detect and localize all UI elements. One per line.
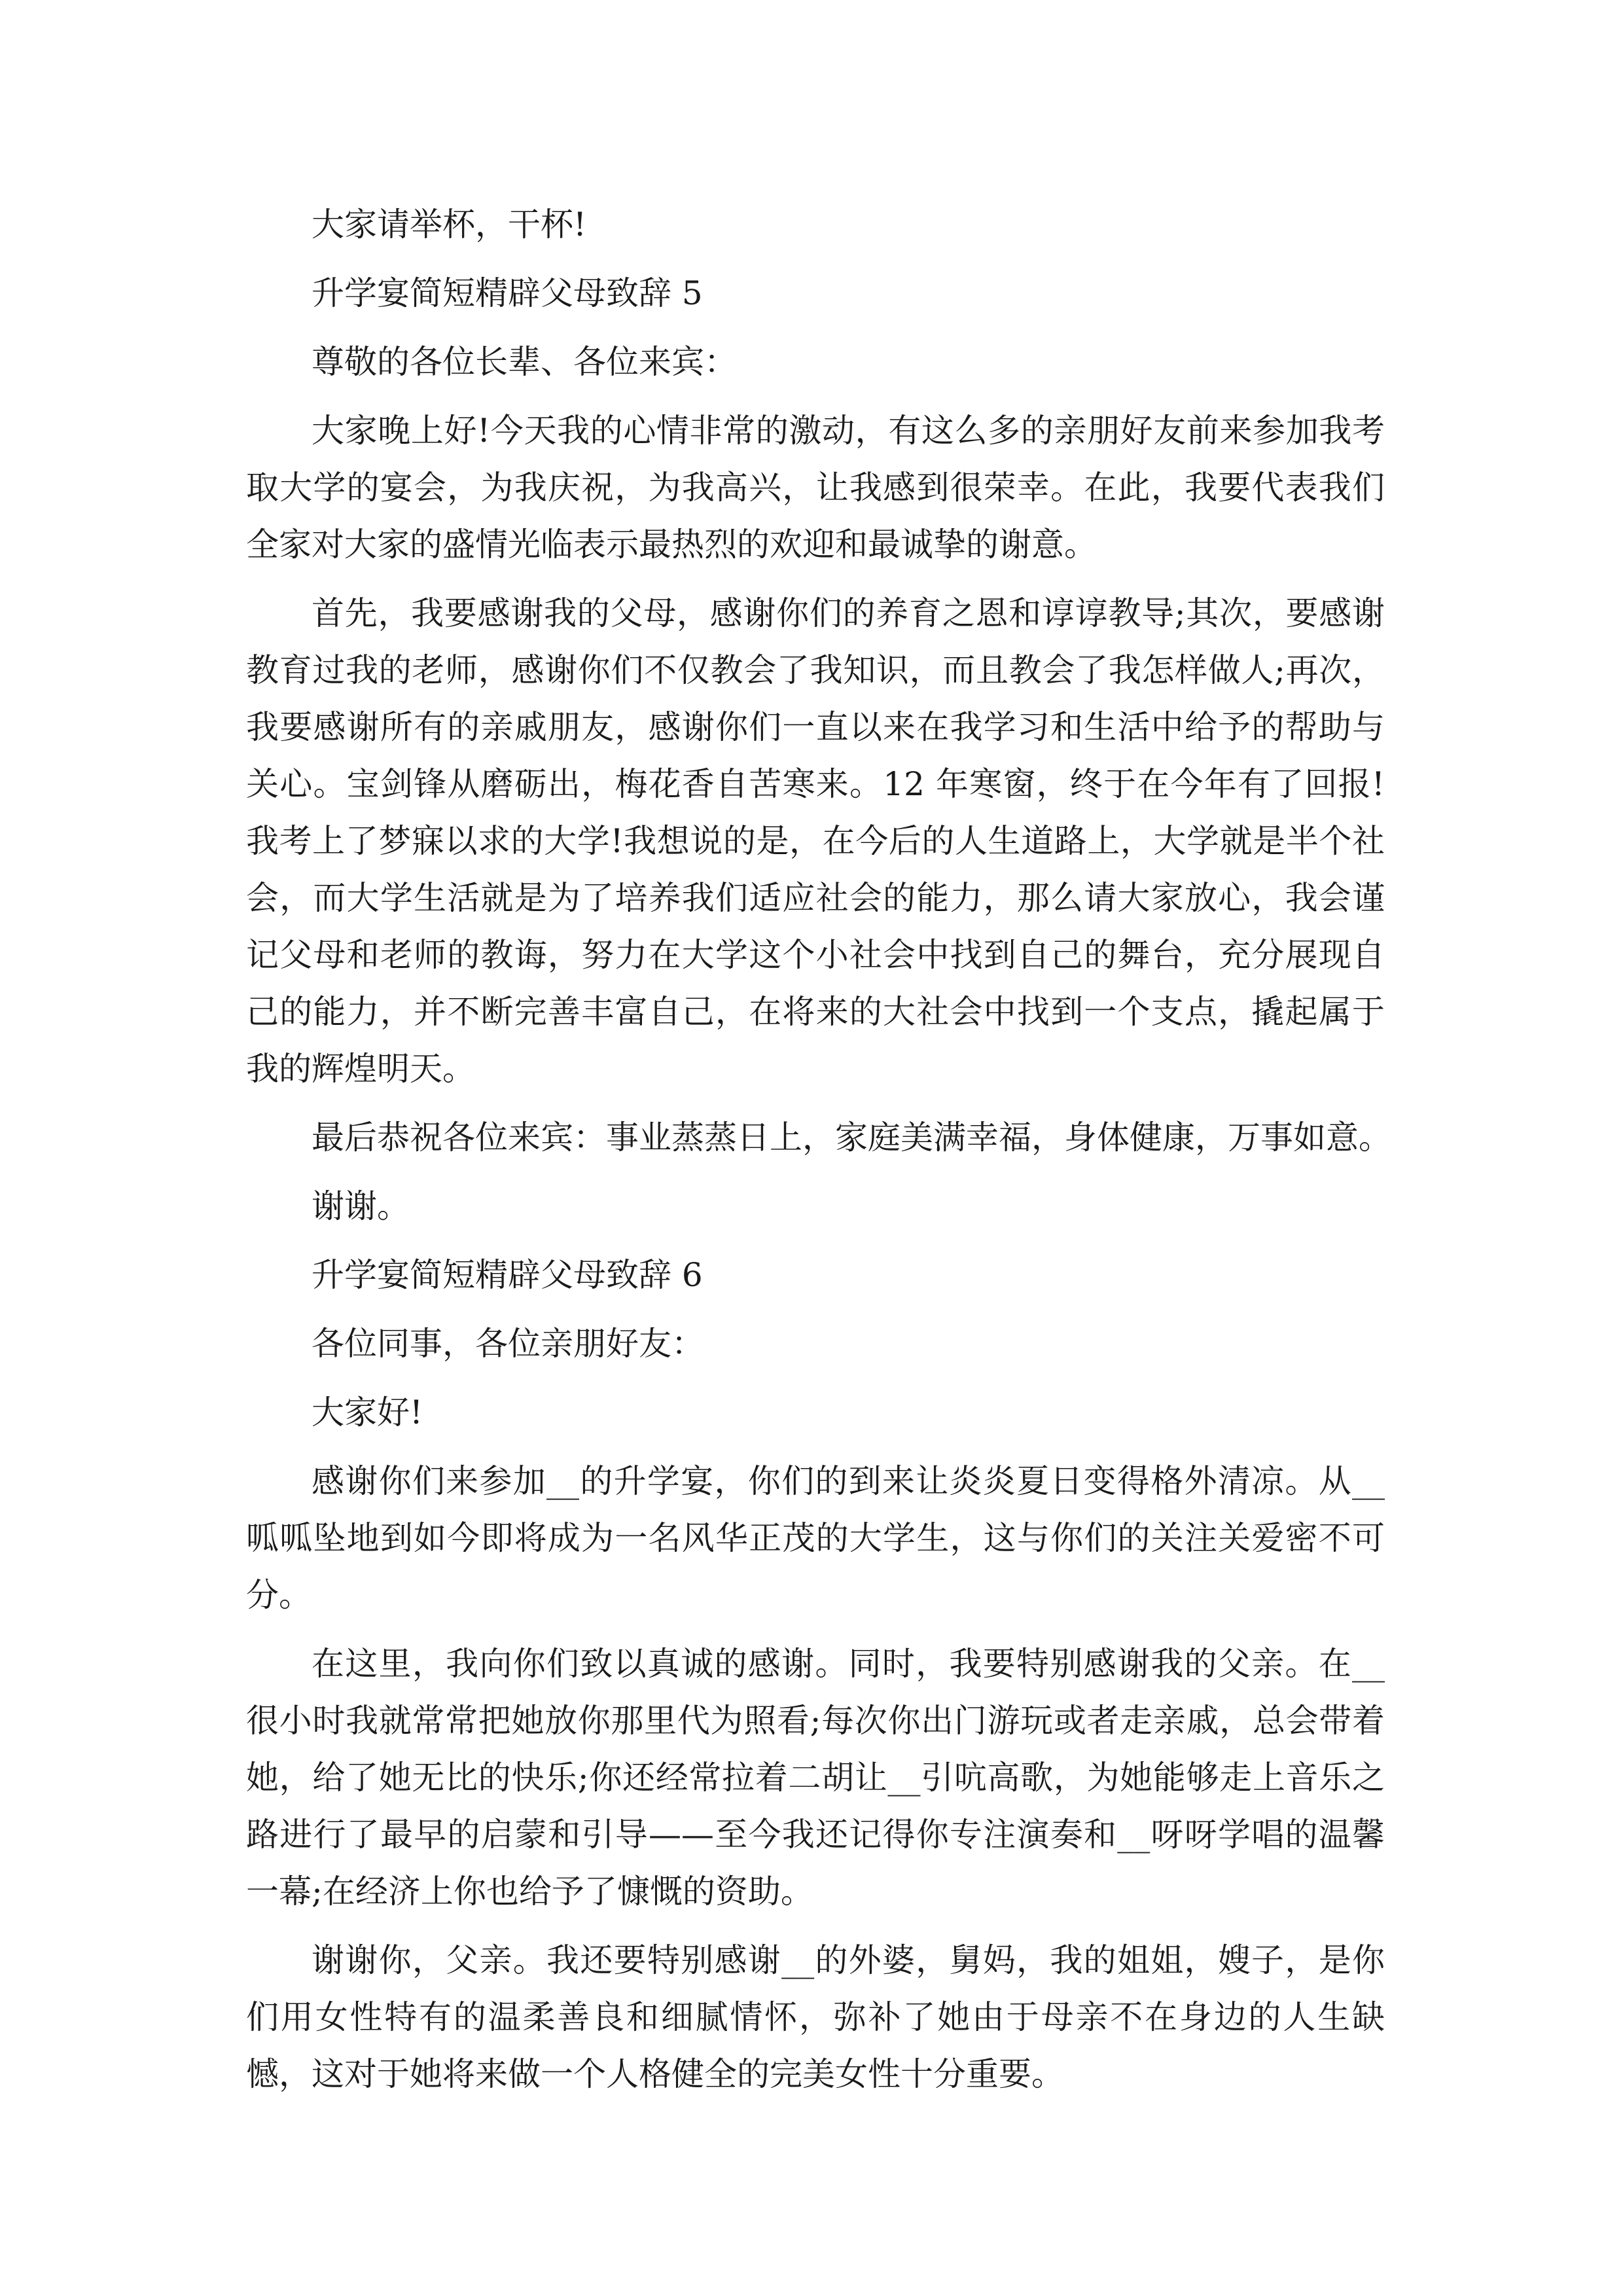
paragraph-greeting-colleagues: 各位同事，各位亲朋好友： [312,1325,704,1363]
paragraph-wishes: 最后恭祝各位来宾：事业蒸蒸日上，家庭美满幸福，身体健康，万事如意。 [312,1119,1391,1157]
paragraph-opening: 大家晚上好!今天我的心情非常的激动，有这么多的亲朋好友前来参加我考取大学的宴会，为我庆祝，为我高兴，让我感到很荣幸。在此，我要代表我们全家对大家的盛情光临表示最热烈的欢迎和最诚挚的谢意。 [246,412,1385,564]
paragraph-attendance-thanks: 感谢你们来参加__的升学宴，你们的到来让炎炎夏日变得格外清凉。从__呱呱坠地到如今即将成为一名风华正茂的大学生，这与你们的关注关爱密不可分。 [246,1462,1385,1614]
paragraph-toast: 大家请举杯，干杯! [312,206,587,243]
paragraph-family-thanks: 谢谢你，父亲。我还要特别感谢__的外婆，舅妈，我的姐姐，嫂子，是你们用女性特有的温柔善良和细腻情怀，弥补了她由于母亲不在身边的人生缺憾，这对于她将来做一个人格健全的完美女性十分重要。 [246,1941,1385,2093]
paragraph-greeting-elders: 尊敬的各位长辈、各位来宾： [312,343,737,381]
paragraph-hello: 大家好! [312,1393,423,1431]
document-body [246,196,1391,2115]
section-heading-5: 升学宴简短精辟父母致辞 5 [312,274,703,312]
section-heading-6: 升学宴简短精辟父母致辞 6 [312,1256,703,1294]
paragraph-father-thanks: 在这里，我向你们致以真诚的感谢。同时，我要特别感谢我的父亲。在__很小时我就常常把她放你那里代为照看;每次你出门游玩或者走亲戚，总会带着她，给了她无比的快乐;你还经常拉着二胡让__引吭高歌，为她能够走上音乐之路进行了最早的启蒙和引导——至今我还记得你专注演奏和__呀呀学唱的温馨一幕;在经济上你也给予了慷慨的资助。 [246,1645,1385,1910]
paragraph-thanks: 首先，我要感谢我的父母，感谢你们的养育之恩和谆谆教导;其次，要感谢教育过我的老师，感谢你们不仅教会了我知识，而且教会了我怎样做人;再次，我要感谢所有的亲戚朋友，感谢你们一直以来在我学习和生活中给予的帮助与关心。宝剑锋从磨砺出，梅花香自苦寒来。12 年寒窗，终于在今年有了回报!我考上了梦寐以求的大学!我想说的是，在今后的人生道路上，大学就是半个社会，而大学生活就是为了培养我们适应社会的能力，那么请大家放心，我会谨记父母和老师的教诲，努力在大学这个小社会中找到自己的舞台，充分展现自己的能力，并不断完善丰富自己，在将来的大社会中找到一个支点，撬起属于我的辉煌明天。 [246,594,1385,1088]
paragraph-thank-you: 谢谢。 [312,1187,410,1225]
